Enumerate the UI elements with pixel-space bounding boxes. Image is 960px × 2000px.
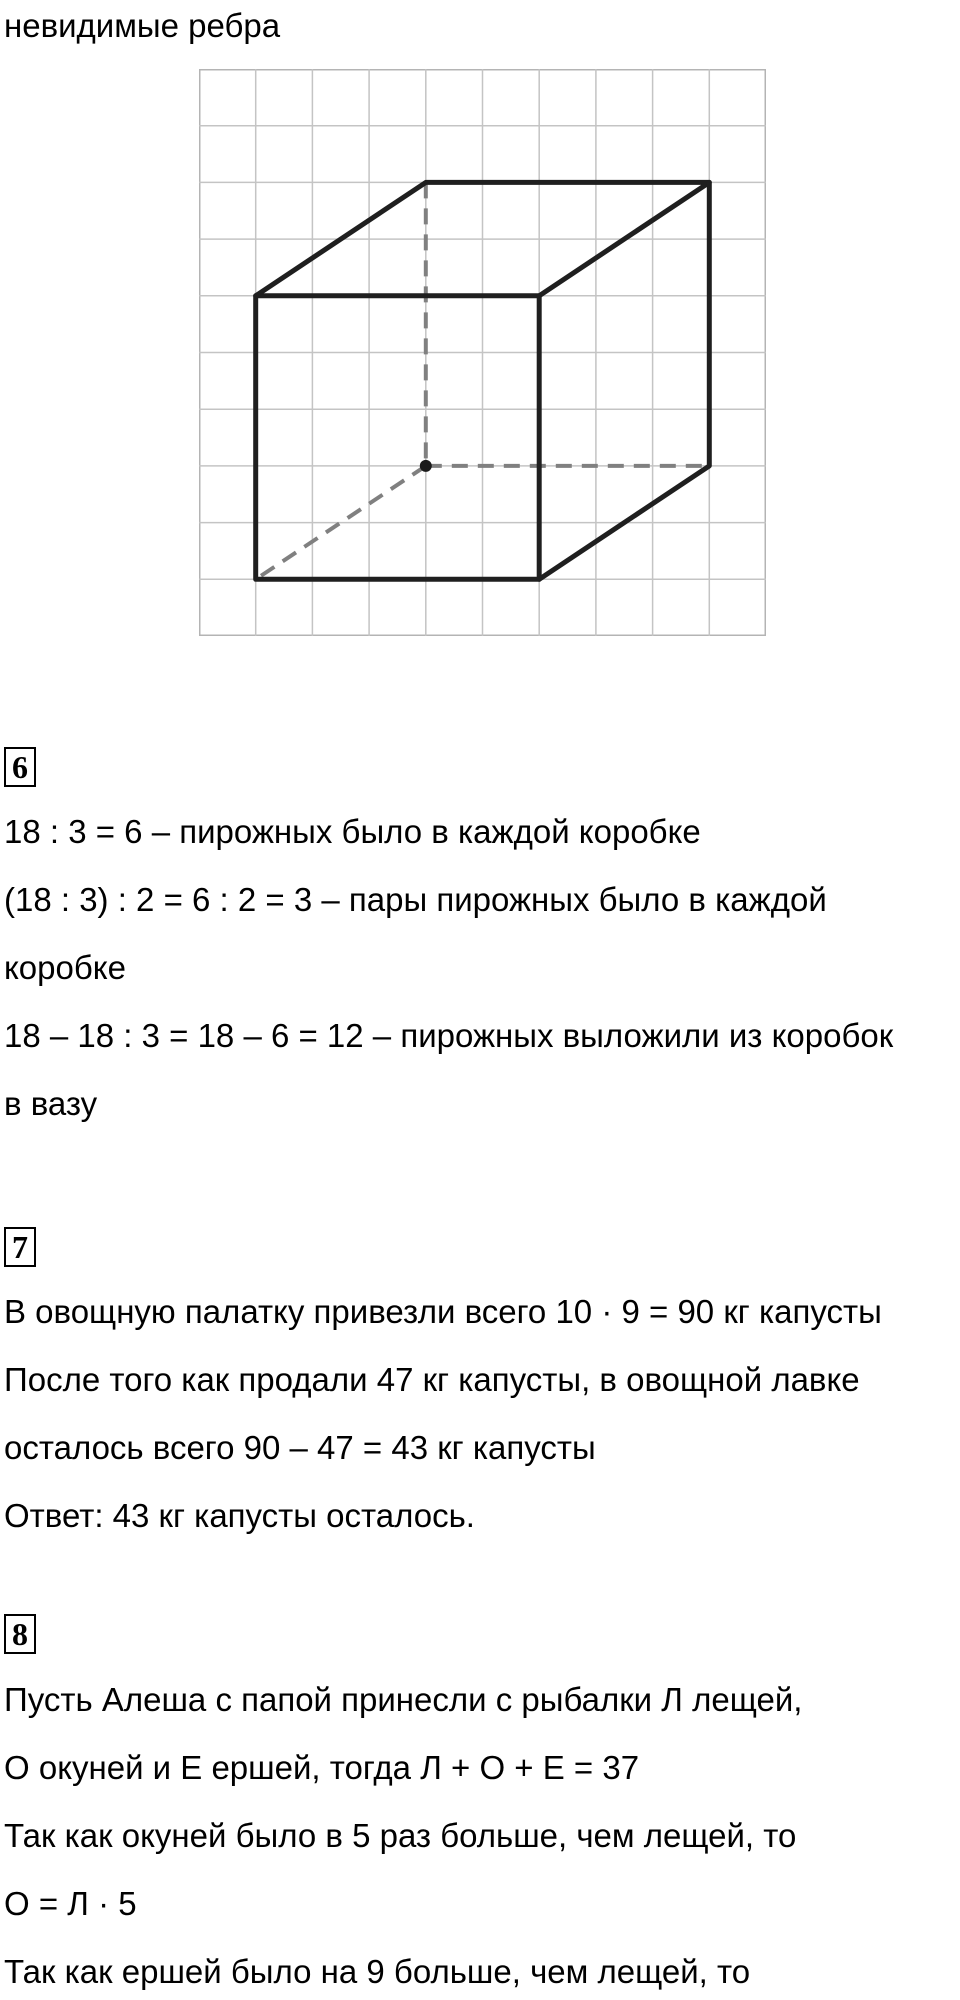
task-number-7: 7 — [4, 1227, 36, 1267]
cube-on-grid-figure — [199, 69, 766, 636]
task-number-6: 6 — [4, 747, 36, 787]
task-6-line-2: (18 : 3) : 2 = 6 : 2 = 3 – пары пирожных было в каждой — [4, 881, 827, 918]
task-8-line-1: Пусть Алеша с папой принесли с рыбалки Л лещей, — [4, 1681, 803, 1718]
hidden-vertex-dot — [420, 460, 432, 472]
task-7-line-1: В овощную палатку привезли всего 10 · 9 = 90 кг капусты — [4, 1293, 882, 1330]
task-8-line-3: Так как окуней было в 5 раз больше, чем лещей, то — [4, 1817, 797, 1854]
task-6-line-3: коробке — [4, 949, 126, 986]
task-7-line-2: После того как продали 47 кг капусты, в овощной лавке — [4, 1361, 860, 1398]
task-6-line-4: 18 – 18 : 3 = 18 – 6 = 12 – пирожных выложили из коробок — [4, 1017, 894, 1054]
task-number-8: 8 — [4, 1614, 36, 1654]
caption-text: невидимые ребра — [4, 7, 281, 44]
task-8-line-2: О окуней и Е ершей, тогда Л + О + Е = 37 — [4, 1749, 640, 1786]
task-8-line-5: Так как ершей было на 9 больше, чем лещей, то — [4, 1953, 751, 1990]
task-8-line-4: О = Л · 5 — [4, 1885, 137, 1922]
task-7-line-3: осталось всего 90 – 47 = 43 кг капусты — [4, 1429, 596, 1466]
grid-paper — [199, 69, 766, 636]
task-6-line-1: 18 : 3 = 6 – пирожных было в каждой коробке — [4, 813, 701, 850]
task-6-line-5: в вазу — [4, 1085, 98, 1122]
task-7-line-4: Ответ: 43 кг капусты осталось. — [4, 1497, 475, 1534]
